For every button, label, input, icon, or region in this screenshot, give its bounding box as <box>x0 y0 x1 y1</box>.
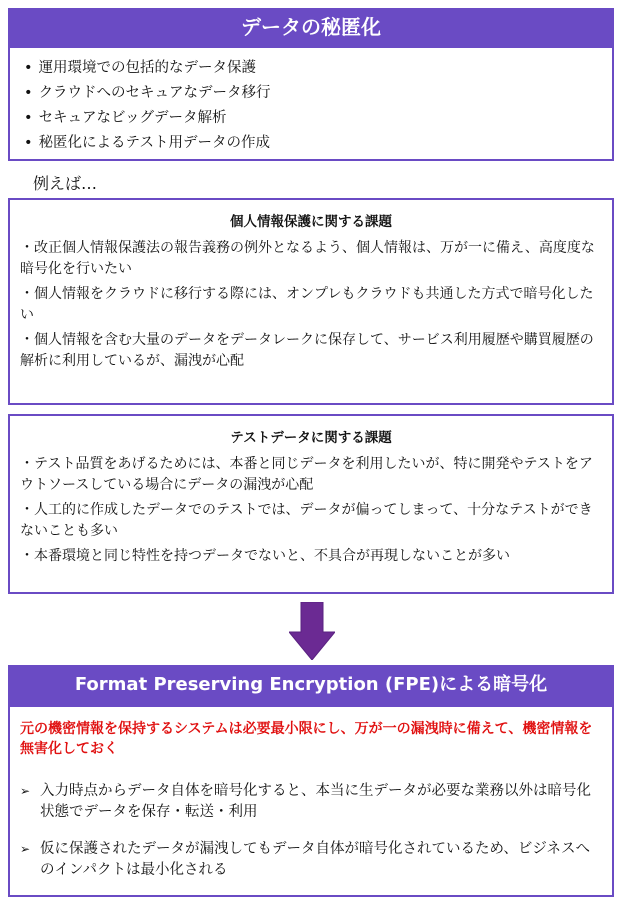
list-item: ・改正個人情報保護法の報告義務の例外となるよう、個人情報は、万が一に備え、高度度な暗号化を行いたい <box>20 240 595 277</box>
summary-box <box>8 46 614 161</box>
fpe-title-bar <box>8 665 614 705</box>
list-item: ・テスト品質をあげるためには、本番と同じデータを利用したいが、特に開発やテストをアウトソースしている場合にデータの漏洩が心配 <box>20 456 593 493</box>
personal-issues-title: 個人情報保護に関する課題 <box>230 214 392 230</box>
list-item: ・人工的に作成したデータでのテストでは、データが偏ってしまって、十分なテストができないことも多い <box>20 502 593 539</box>
arrow-bullet-icon: ➢ <box>20 784 31 798</box>
list-item: • クラウドへのセキュアなデータ移行 <box>24 81 612 106</box>
test-issues-box <box>8 414 614 594</box>
page-title: データの秘匿化 <box>241 15 381 39</box>
list-item: ・個人情報を含む大量のデータをデータレークに保存して、サービス利用履歴や購買履歴の解析に利用しているが、漏洩が心配 <box>20 332 594 369</box>
list-item: • 秘匿化によるテスト用データの作成 <box>24 131 612 156</box>
personal-issues-box <box>8 198 614 405</box>
fpe-item-text: 仮に保護されたデータが漏洩してもデータ自体が暗号化されているため、ビジネスへのインパクトは最小化される <box>40 841 590 878</box>
list-item <box>20 781 602 823</box>
list-item <box>20 839 602 881</box>
fpe-item-text: 入力時点からデータ自体を暗号化すると、本当に生データが必要な業務以外は暗号化状態でデータを保存・転送・利用 <box>40 783 591 820</box>
summary-list <box>10 48 612 156</box>
fpe-title: Format Preserving Encryption (FPE)による暗号化 <box>74 674 548 695</box>
fpe-lead-text: 元の機密情報を保持するシステムは必要最小限にし、万が一の漏洩時に備えて、機密情報を無害化しておく <box>20 721 593 757</box>
list-item: • 運用環境での包括的なデータ保護 <box>24 56 612 81</box>
page-title-bar <box>8 8 614 46</box>
list-item: ・個人情報をクラウドに移行する際には、オンプレもクラウドも共通した方式で暗号化したい <box>20 286 594 323</box>
list-item: • セキュアなビッグデータ解析 <box>24 106 612 131</box>
down-arrow-icon <box>289 602 335 664</box>
example-label: 例えば… <box>33 174 98 193</box>
fpe-box <box>8 705 614 897</box>
arrow-bullet-icon: ➢ <box>20 842 31 856</box>
test-issues-title: テストデータに関する課題 <box>230 430 392 446</box>
list-item: ・本番環境と同じ特性を持つデータでないと、不具合が再現しないことが多い <box>20 548 510 564</box>
